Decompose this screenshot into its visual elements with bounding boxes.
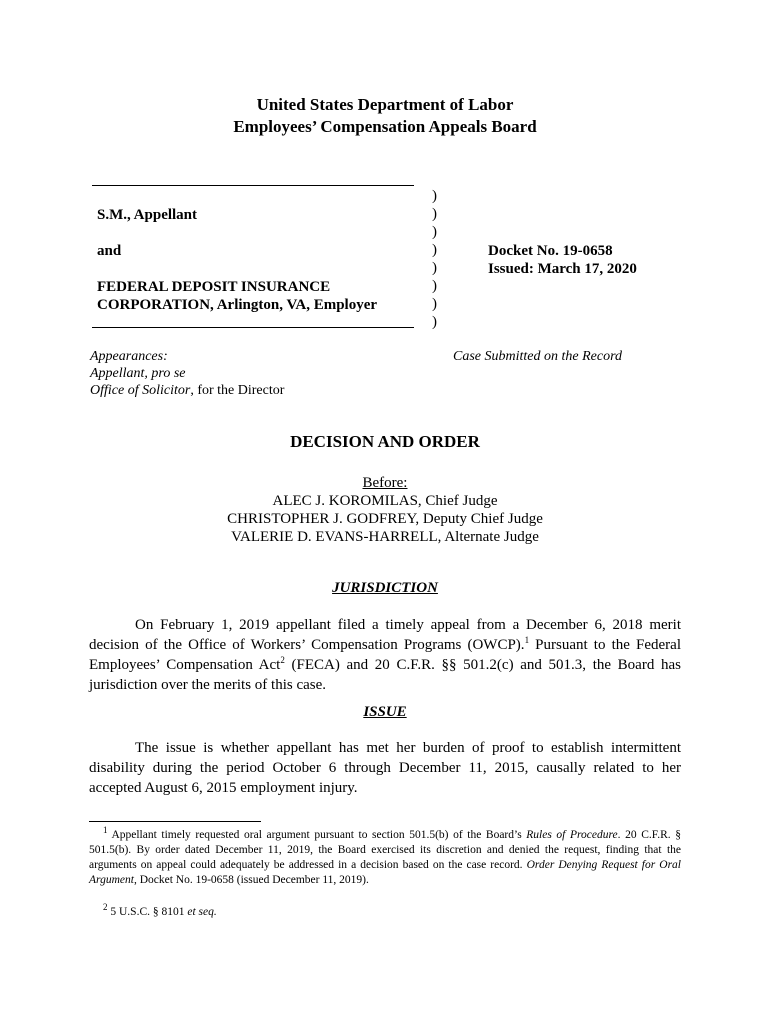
judge-alternate: VALERIE D. EVANS-HARRELL, Alternate Judge (231, 529, 539, 545)
jurisdiction-text-3: (FECA) and 20 C.F.R. §§ 501.2(c) and 501.3, the Board has jurisdiction over the merits of this case. (89, 657, 681, 693)
footnote-1-order-title: Order Denying Request for Oral Argument (89, 859, 681, 886)
caption-paren: ) (432, 242, 437, 258)
issued-date: Issued: March 17, 2020 (488, 261, 637, 277)
appearance-appellant: Appellant, pro se (90, 366, 186, 381)
footnote-2-et-seq: et seq. (187, 906, 217, 918)
footnote-ref-2: 2 (280, 655, 285, 665)
footnote-1-text-c: . 20 C.F.R. § 501.5(b). By order dated December 11, 2019, the Board exercised its discretion and denied the request, finding that the arguments on appeal could adequately be addressed in a decision based on the case record. (89, 829, 681, 871)
footnote-separator (89, 821, 261, 822)
before-label: Before: (362, 475, 408, 491)
footnote-1-rules-title: Rules of Procedure (526, 829, 618, 841)
footnote-1 (89, 825, 681, 888)
footnote-2 (89, 902, 681, 920)
judge-deputy-chief: CHRISTOPHER J. GODFREY, Deputy Chief Judge (227, 511, 543, 527)
footnote-2-mark: 2 (103, 902, 108, 913)
issue-paragraph: The issue is whether appellant has met her burden of proof to establish intermittent disability during the period October 6 through December 11, 2015, causally related to her accepted August 6, 2015 employment injury. (89, 740, 681, 796)
jurisdiction-heading: JURISDICTION (332, 580, 438, 596)
employer-line-2: CORPORATION, Arlington, VA, Employer (97, 297, 378, 313)
footnote-1-text-a: Appellant timely requested oral argument pursuant to section 501.5(b) of the Board’s (107, 829, 527, 841)
caption-paren: ) (432, 278, 437, 294)
jurisdiction-paragraph (89, 615, 681, 695)
agency-title: United States Department of Labor (256, 95, 514, 114)
appellant-name: S.M., Appellant (97, 207, 198, 223)
appearance-solicitor (90, 383, 284, 399)
footnote-1-mark: 1 (103, 825, 108, 836)
employer-line-1: FEDERAL DEPOSIT INSURANCE (97, 279, 331, 295)
caption-paren: ) (432, 296, 437, 312)
solicitor-role: , for the Director (190, 383, 285, 398)
judge-chief: ALEC J. KOROMILAS, Chief Judge (272, 493, 498, 509)
footnote-2-text-a: 5 U.S.C. § 8101 (107, 906, 188, 918)
caption-top-rule (92, 185, 414, 186)
appearances-label: Appearances: (90, 349, 168, 364)
caption-paren: ) (432, 314, 437, 330)
caption-paren: ) (432, 224, 437, 240)
footnote-1-text-e: , Docket No. 19-0658 (issued December 11, 2019). (133, 874, 369, 886)
caption-paren: ) (432, 260, 437, 276)
footnote-ref-1: 1 (524, 635, 530, 645)
jurisdiction-text-2: Pursuant to the Federal Employees’ Compensation Act (89, 637, 681, 673)
caption-and: and (97, 243, 122, 259)
board-title: Employees’ Compensation Appeals Board (233, 117, 537, 136)
decision-title: DECISION AND ORDER (290, 432, 480, 451)
caption-paren: ) (432, 188, 437, 204)
issue-heading: ISSUE (363, 704, 407, 720)
jurisdiction-text-1: On February 1, 2019 appellant filed a timely appeal from a December 6, 2018 merit decision of the Office of Workers’ Compensation Programs (OWCP). (89, 617, 681, 653)
caption-paren: ) (432, 206, 437, 222)
case-submitted: Case Submitted on the Record (453, 349, 623, 364)
docket-number: Docket No. 19-0658 (488, 243, 613, 259)
caption-bottom-rule (92, 327, 414, 328)
solicitor-name: Office of Solicitor (90, 383, 191, 398)
